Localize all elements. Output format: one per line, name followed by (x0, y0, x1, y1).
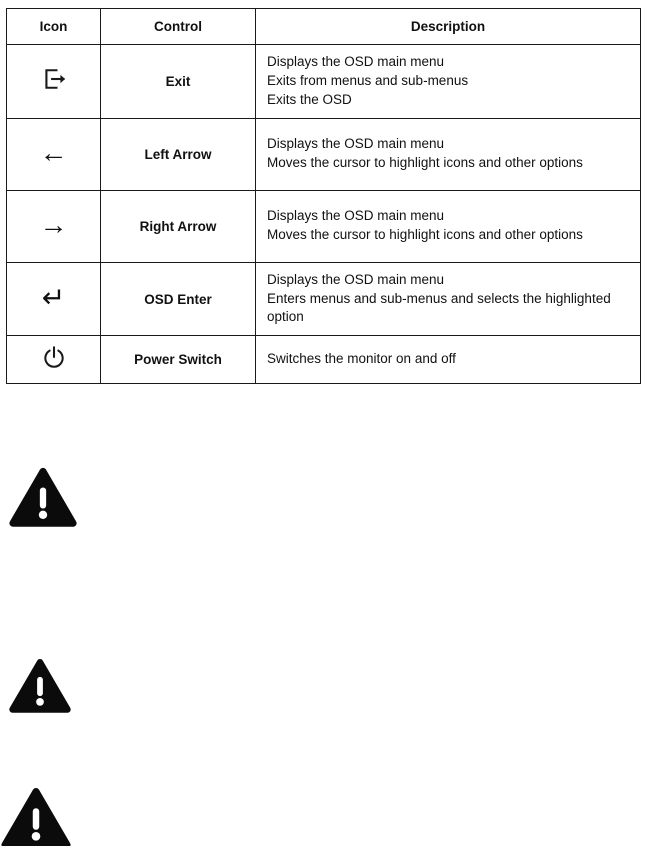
table-row (7, 118, 641, 190)
left-arrow-icon: ← (39, 137, 68, 169)
header-icon: Icon (7, 9, 101, 45)
table-row (7, 262, 641, 336)
power-icon (41, 344, 67, 375)
warning-triangle-icon (8, 657, 72, 716)
icon-cell (7, 336, 101, 384)
icon-cell (7, 45, 101, 119)
description-cell (256, 45, 641, 119)
description-cell (256, 118, 641, 190)
icon-cell (7, 118, 101, 190)
control-label: Power Switch (101, 336, 256, 384)
description-line: Exits from menus and sub-menus (267, 72, 469, 88)
right-arrow-icon: → (39, 209, 68, 241)
warning-triangle-icon (8, 466, 78, 530)
table-row (7, 45, 641, 119)
control-label: Left Arrow (101, 118, 256, 190)
description-line: Moves the cursor to highlight icons and other options (267, 227, 583, 243)
icon-cell (7, 262, 101, 336)
table-row (7, 190, 641, 262)
description-line: Moves the cursor to highlight icons and other options (267, 155, 583, 171)
header-control: Control (101, 9, 256, 45)
description-line: Displays the OSD main menu (267, 271, 445, 287)
icon-cell (7, 190, 101, 262)
header-description: Description (256, 9, 641, 45)
table-row (7, 336, 641, 384)
control-label: Right Arrow (101, 190, 256, 262)
osd-controls-table (6, 8, 641, 384)
description-cell (256, 336, 641, 384)
description-line: Displays the OSD main menu (267, 54, 445, 69)
description-line: Displays the OSD main menu (267, 136, 445, 152)
description-line: Displays the OSD main menu (267, 208, 445, 224)
description-cell (256, 262, 641, 336)
description-cell (256, 190, 641, 262)
table-header-row (7, 9, 641, 45)
control-label: OSD Enter (101, 262, 256, 336)
description-line: Switches the monitor on and off (267, 351, 456, 367)
description-line: Enters menus and sub-menus and selects the highlighted option (267, 290, 611, 325)
exit-icon (39, 65, 69, 98)
control-label: Exit (101, 45, 256, 119)
description-line: Exits the OSD (267, 91, 352, 107)
warning-triangle-icon (0, 786, 72, 846)
enter-icon: ↵ (41, 282, 66, 313)
